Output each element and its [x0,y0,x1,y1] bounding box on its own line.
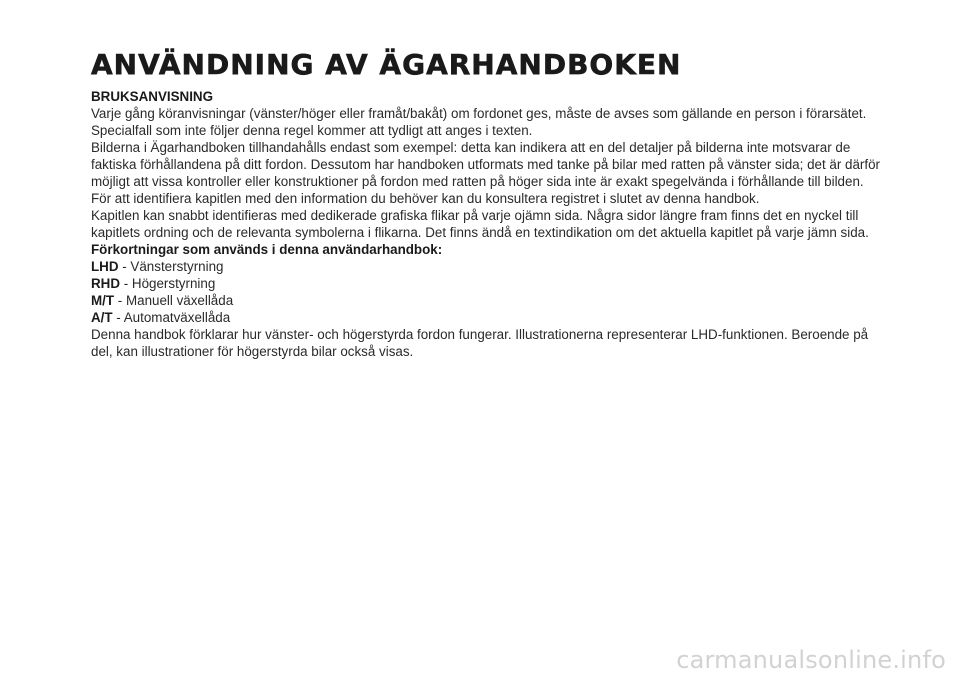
abbreviation-item [91,258,891,275]
abbreviation-description: - Högerstyrning [120,276,216,291]
abbreviation-description: - Automatväxellåda [112,310,231,325]
abbreviation-key: M/T [91,293,115,308]
paragraph-illustrations: Bilderna i Ägarhandboken tillhandahålls endast som exempel: detta kan indikera att en del detaljer på bilderna inte motsvarar de faktiska förhållandena på ditt fordon. Dessutom har handboken utformats med tanke på bilar med ratten på vänster sida; det är därför möjligt att vissa kontroller eller konstruktioner på fordon med ratten på höger sida inte är exakt spegelvända i förhållande till bilden. [91,140,881,189]
abbreviation-key: RHD [91,276,121,291]
abbreviation-item [91,275,891,292]
abbreviation-item [91,292,891,309]
paragraph-chapter-tabs: Kapitlen kan snabbt identifieras med dedikerade grafiska flikar på varje ojämn sida. Några sidor längre fram finns det en nyckel till kapitlets ordning och de relevanta symbolerna i flikarna. Det finns ändå en textindikation om det aktuella kapitlet på varje jämn sida. [91,208,869,240]
abbreviations-heading: Förkortningar som används i denna användarhandbok: [91,242,443,257]
abbreviation-key: A/T [91,310,113,325]
page-title: ANVÄNDNING AV ÄGARHANDBOKEN [91,48,682,81]
abbreviation-item [91,309,891,326]
paragraph-index: För att identifiera kapitlen med den information du behöver kan du konsultera registret i slutet av denna handbok. [91,191,760,206]
paragraph-directions: Varje gång köranvisningar (vänster/höger eller framåt/bakåt) om fordonet ges, måste de avses som gällande en person i förarsätet. Specialfall som inte följer denna regel kommer att tydligt att anges i texten. [91,106,867,138]
abbreviation-description: - Manuell växellåda [114,293,234,308]
paragraph-lhd-rhd: Denna handbok förklarar hur vänster- och högerstyrda fordon fungerar. Illustrationerna representerar LHD-funktionen. Beroende på del, kan illustrationer för högerstyrda bilar också visas. [91,327,869,359]
manual-body [91,88,891,360]
watermark: carmanualsonline.info [676,646,946,674]
abbreviation-key: LHD [91,259,119,274]
abbreviation-description: - Vänsterstyrning [118,259,224,274]
section-heading: BRUKSANVISNING [91,89,214,104]
